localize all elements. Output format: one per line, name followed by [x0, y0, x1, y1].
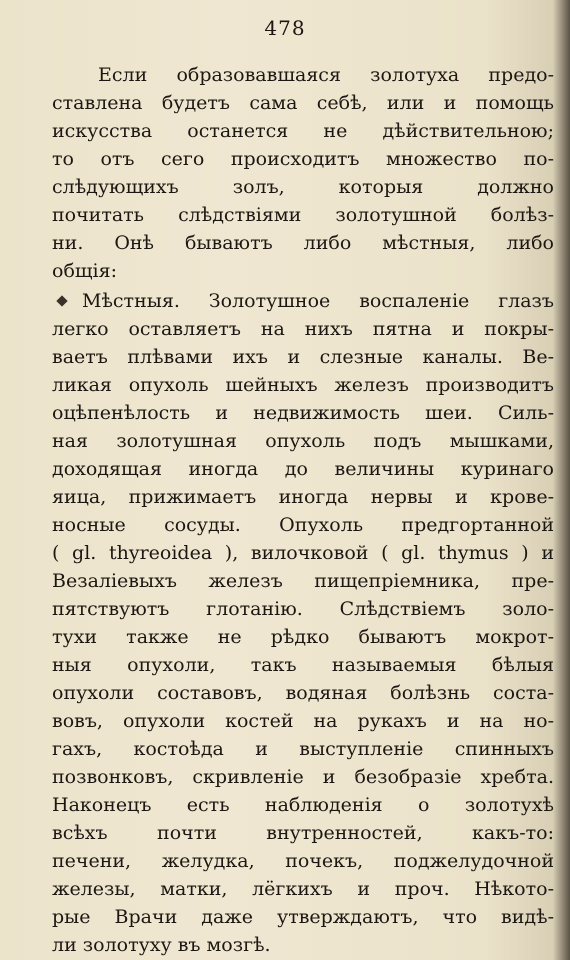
text-line: всѣхъ почти внутренностей, какъ-то:: [52, 822, 554, 844]
text-line: позвонковъ, скривленіе и безобразіе хребта.: [52, 766, 554, 788]
text-line: доходящая иногда до величины куринаго: [52, 458, 554, 480]
page-number: 478: [264, 16, 306, 40]
text-line: Мѣстныя. Золотушное воспаленіе глазъ: [82, 290, 554, 312]
text-line: носные сосуды. Опухоль предгортанной: [52, 514, 554, 536]
text-line: легко оставляетъ на нихъ пятна и покры-: [52, 318, 554, 340]
text-line: ныя опухоли, такъ называемыя бѣлыя: [52, 654, 554, 676]
text-line: Если образовавшаяся золотуха предо-: [98, 64, 554, 86]
text-line: яица, прижимаетъ иногда нервы и крове-: [52, 486, 554, 508]
text-line: опухоли составовъ, водяная болѣзнь соста-: [52, 682, 554, 704]
text-line: Наконецъ есть наблюденія о золотухѣ: [52, 794, 554, 816]
text-line: ставлена будетъ сама себѣ, или и помощь: [52, 92, 554, 114]
text-line: оцѣпенѣлость и недвижимость шеи. Силь-: [52, 402, 554, 424]
text-line: ( gl. thyreoidea ), вилочковой ( gl. thymus ) и: [52, 542, 554, 564]
text-line: общія:: [52, 260, 118, 282]
paragraph-local-effects: [52, 287, 554, 959]
text-line: вовъ, опухоли костей на рукахъ и на но-: [52, 710, 554, 732]
text-line: печени, желудка, почекъ, поджелудочной: [52, 850, 554, 872]
text-line: рые Врачи даже утверждаютъ, что видѣ-: [52, 906, 554, 928]
text-line: железы, матки, лёгкихъ и проч. Нѣкото-: [52, 878, 554, 900]
text-line: ни. Онѣ бываютъ либо мѣстныя, либо: [52, 232, 554, 254]
text-line: Везаліевыхъ железъ пищепріемника, пре-: [52, 570, 554, 592]
paragraph-scrofula-consequences: [52, 61, 554, 285]
text-line: тухи также не рѣдко бываютъ мокрот-: [52, 626, 554, 648]
text-line: пятствуютъ глотанію. Слѣдствіемъ золо-: [52, 598, 554, 620]
text-line: ная золотушная опухоль подъ мышками,: [52, 430, 554, 452]
text-line: то отъ сего происходитъ множество по-: [52, 148, 554, 170]
text-line: искусства останется не дѣйствительною;: [52, 120, 554, 142]
text-line: ликая опухоль шейныхъ железъ производитъ: [52, 374, 554, 396]
bullet-icon: [56, 295, 67, 306]
text-line-with-bullet: [52, 287, 554, 315]
text-line: почитать слѣдствіями золотушной болѣз-: [52, 204, 554, 226]
text-line: ли золотуху въ мозгѣ.: [52, 934, 271, 956]
text-line: ваетъ плѣвами ихъ и слезные каналы. Ве-: [52, 346, 554, 368]
text-line: гахъ, костоѣда и выступленіе спинныхъ: [52, 738, 554, 760]
text-line: слѣдующихъ золъ, которыя должно: [52, 176, 554, 198]
